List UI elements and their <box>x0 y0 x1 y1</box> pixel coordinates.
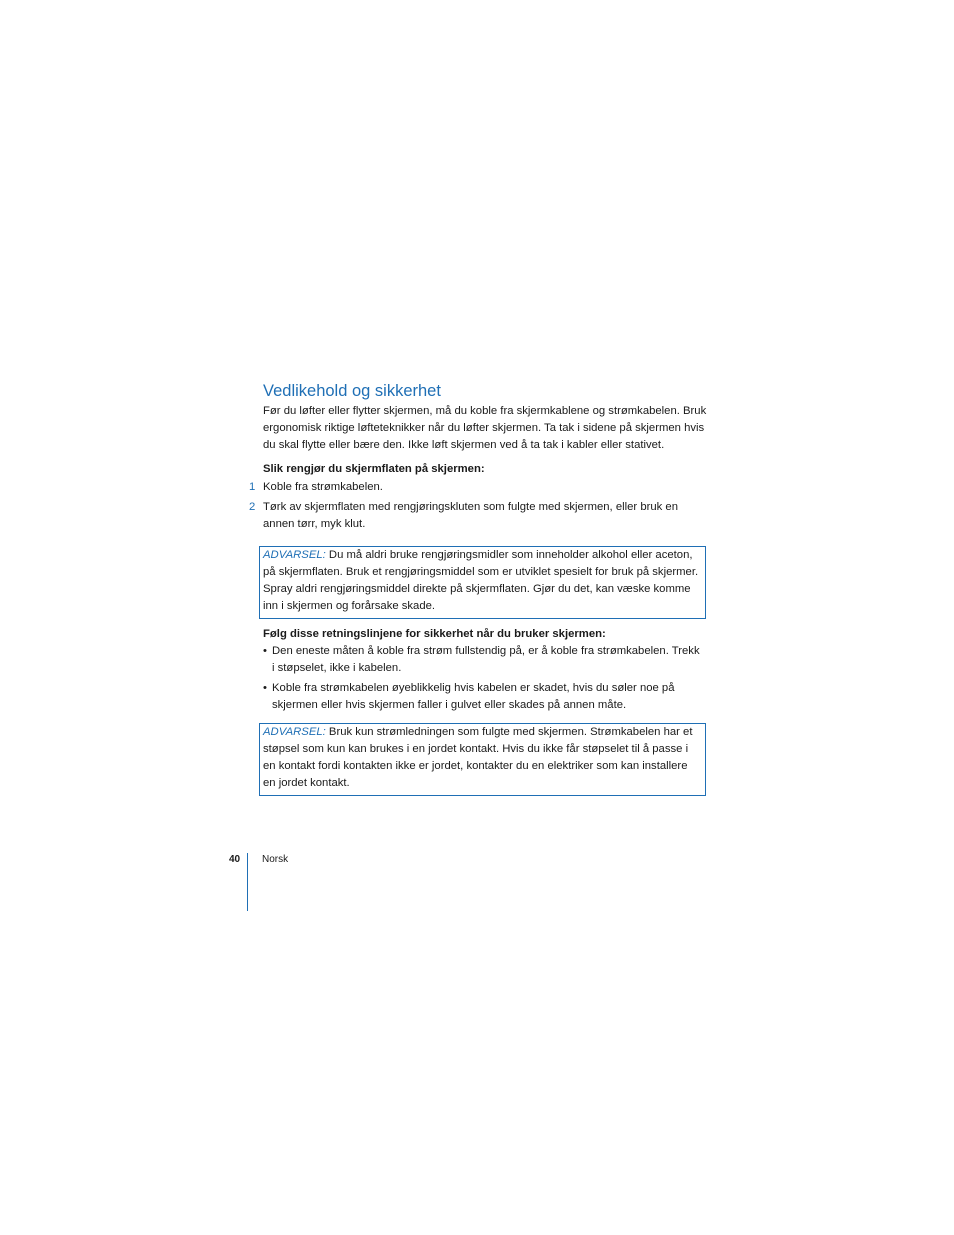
safety-bullet <box>263 643 702 677</box>
step-number: 2 <box>249 501 256 513</box>
bullet-icon: • <box>263 682 267 694</box>
warning-text: Du må aldri bruke rengjøringsmidler som inneholder alkohol eller aceton, på skjermflaten. Bruk et rengjøringsmiddel som er utviklet spesielt for bruk på skjermer. Spray aldri rengjøringsmiddel direkte på skjermflaten. Gjør du det, kan væske komme inn i skjermen og forårsake skade. <box>263 549 699 612</box>
page-number: 40 <box>229 854 241 865</box>
bullet-text: Den eneste måten å koble fra strøm fullstendig på, er å koble fra strømkabelen. Trekk i støpselet, ikke i kabelen. <box>272 645 700 674</box>
cleaning-step <box>249 499 703 533</box>
step-text: Koble fra strømkabelen. <box>263 481 383 493</box>
safety-heading: Følg disse retningslinjene for sikkerhet når du bruker skjermen: <box>263 628 606 640</box>
cleaning-heading: Slik rengjør du skjermflaten på skjermen: <box>263 463 485 475</box>
step-text: Tørk av skjermflaten med rengjøringskluten som fulgte med skjermen, eller bruk en annen tørr, myk klut. <box>263 501 679 530</box>
warning-label: ADVARSEL: <box>263 726 326 738</box>
footer-divider <box>247 853 248 911</box>
intro-paragraph: Før du løfter eller flytter skjermen, må du koble fra skjermkablene og strømkabelen. Bruk ergonomisk riktige løfteteknikker når du løfter skjermen. Ta tak i sidene på skjermen hvis du skal flytte eller bære den. Ikke løft skjermen ved å ta tak i kabler eller stativet. <box>263 405 707 451</box>
cleaning-step <box>249 479 703 496</box>
safety-bullet <box>263 680 702 714</box>
warning-label: ADVARSEL: <box>263 549 326 561</box>
warning-text: Bruk kun strømledningen som fulgte med skjermen. Strømkabelen har et støpsel som kun kan brukes i en jordet kontakt. Hvis du ikke får støpselet til å passe i en kontakt fordi kontakten ikke er jordet, kontakter du en elektriker som kan installere en jordet kontakt. <box>263 726 693 789</box>
footer-language: Norsk <box>262 854 289 865</box>
step-number: 1 <box>249 481 256 493</box>
warning-box <box>259 723 706 796</box>
bullet-icon: • <box>263 645 267 657</box>
page-title: Vedlikehold og sikkerhet <box>263 382 441 400</box>
bullet-text: Koble fra strømkabelen øyeblikkelig hvis kabelen er skadet, hvis du søler noe på skjermen eller hvis skjermen faller i gulvet eller skades på annen måte. <box>272 682 675 711</box>
warning-box <box>259 546 706 619</box>
